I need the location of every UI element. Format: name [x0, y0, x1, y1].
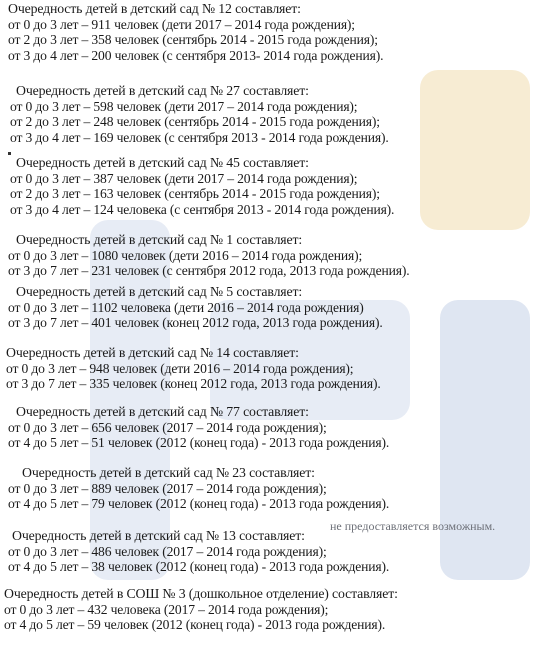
queue-block-kindergarten-45: [10, 155, 394, 217]
block-line: от 0 до 3 лет – 387 человек (дети 2017 – 2014 года рождения);: [10, 170, 358, 186]
block-line: от 4 до 5 лет – 38 человек (2012 (конец года) - 2013 года рождения).: [8, 559, 390, 574]
block-line: от 3 до 4 лет – 200 человек (с сентября 2013- 2014 года рождения).: [8, 47, 384, 63]
block-line: от 0 до 3 лет – 948 человек (дети 2016 – 2014 года рождения);: [6, 360, 354, 376]
block-line: от 3 до 4 лет – 124 человека (с сентября 2013 - 2014 года рождения).: [10, 201, 395, 217]
queue-block-kindergarten-12: [8, 1, 383, 63]
block-title: Очередность детей в детский сад № 5 составляет:: [16, 284, 303, 299]
queue-block-kindergarten-1: [8, 232, 410, 279]
block-line: от 0 до 3 лет – 1102 человека (дети 2016 – 2014 года рождения): [8, 299, 364, 315]
block-line: от 2 до 3 лет – 358 человек (сентябрь 2014 - 2015 года рождения);: [8, 32, 378, 47]
block-line: от 2 до 3 лет – 248 человек (сентябрь 2014 - 2015 года рождения);: [10, 114, 380, 129]
queue-block-school-3: [4, 586, 398, 633]
block-title: Очередность детей в детский сад № 13 составляет:: [12, 528, 305, 543]
block-line: от 0 до 3 лет – 1080 человек (дети 2016 – 2014 года рождения);: [8, 247, 363, 263]
block-line: от 4 до 5 лет – 79 человек (2012 (конец года) - 2013 года рождения).: [8, 496, 390, 511]
block-line: от 3 до 7 лет – 231 человек (с сентября 2012 года, 2013 года рождения).: [8, 263, 410, 278]
block-line: от 0 до 3 лет – 911 человек (дети 2017 – 2014 года рождения);: [8, 16, 355, 32]
block-title: Очередность детей в детский сад № 27 составляет:: [16, 83, 309, 98]
block-title: Очередность детей в детский сад № 12 составляет:: [8, 1, 301, 16]
queue-block-kindergarten-77: [8, 404, 389, 451]
block-line: от 0 до 3 лет – 889 человек (2017 – 2014 года рождения);: [8, 480, 327, 496]
bleed-through-text: не предоставляется возможным.: [330, 519, 496, 533]
queue-block-kindergarten-5: [8, 284, 383, 331]
block-line: от 4 до 5 лет – 59 человек (2012 (конец года) - 2013 года рождения).: [4, 617, 386, 632]
block-line: от 0 до 3 лет – 432 человека (2017 – 2014 года рождения);: [4, 601, 329, 617]
block-title: Очередность детей в детский сад № 14 составляет:: [6, 345, 299, 360]
queue-block-kindergarten-23: [8, 465, 389, 512]
block-line: от 4 до 5 лет – 51 человек (2012 (конец года) - 2013 года рождения).: [8, 435, 390, 450]
block-title: Очередность детей в детский сад № 45 составляет:: [16, 155, 309, 170]
block-title: Очередность детей в СОШ № 3 (дошкольное отделение) составляет:: [4, 586, 398, 601]
block-line: от 0 до 3 лет – 598 человек (дети 2017 – 2014 года рождения);: [10, 98, 358, 114]
block-line: от 3 до 4 лет – 169 человек (с сентября 2013 - 2014 года рождения).: [10, 129, 389, 145]
block-title: Очередность детей в детский сад № 23 составляет:: [22, 465, 315, 480]
block-title: Очередность детей в детский сад № 1 составляет:: [16, 232, 303, 247]
block-line: от 0 до 3 лет – 656 человек (2017 – 2014 года рождения);: [8, 419, 327, 435]
queue-block-kindergarten-14: [6, 345, 381, 392]
block-line: от 0 до 3 лет – 486 человек (2017 – 2014 года рождения);: [8, 543, 327, 559]
block-line: от 3 до 7 лет – 335 человек (конец 2012 года, 2013 года рождения).: [6, 376, 381, 391]
block-line: от 3 до 7 лет – 401 человек (конец 2012 года, 2013 года рождения).: [8, 315, 383, 330]
queue-block-kindergarten-27: [10, 83, 389, 145]
block-line: от 2 до 3 лет – 163 человек (сентябрь 2014 - 2015 года рождения);: [10, 186, 380, 201]
block-title: Очередность детей в детский сад № 77 составляет:: [16, 404, 309, 419]
queue-block-kindergarten-13: [8, 528, 389, 575]
